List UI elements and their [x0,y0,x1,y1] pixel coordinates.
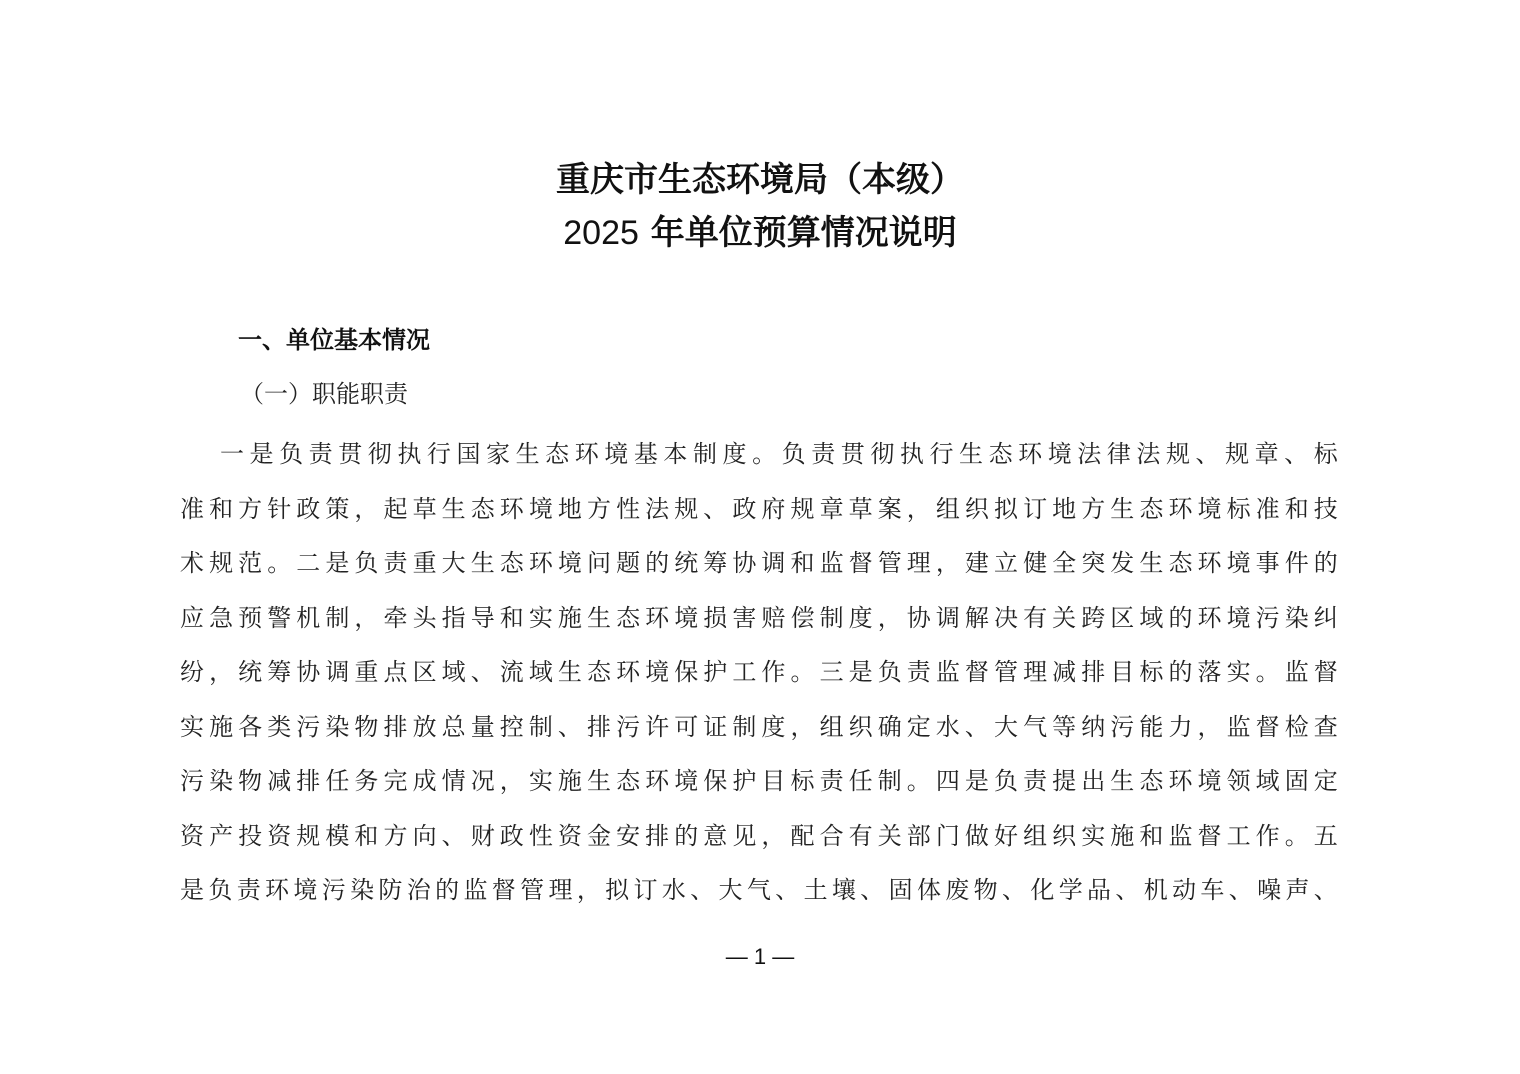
body-line: 准和方针政策，起草生态环境地方性法规、政府规章草案，组织拟订地方生态环境标准和技 [180,494,1340,523]
body-paragraph [180,427,1340,918]
subsection-heading-functions: （一）职能职责 [240,380,408,408]
body-line: 资产投资规模和方向、财政性资金安排的意见，配合有关部门做好组织实施和监督工作。五 [180,821,1340,850]
body-line: 污染物减排任务完成情况，实施生态环境保护目标责任制。四是负责提出生态环境领域固定 [180,767,1340,795]
body-line: 实施各类污染物排放总量控制、排污许可证制度，组织确定水、大气等纳污能力，监督检查 [180,712,1340,741]
body-line: 应急预警机制，牵头指导和实施生态环境损害赔偿制度，协调解决有关跨区域的环境污染纠 [180,603,1340,632]
title-year: 2025 [563,214,639,252]
document-title-line-1: 重庆市生态环境局（本级） [556,160,964,200]
body-line: 一是负责贯彻执行国家生态环境基本制度。负责贯彻执行生态环境法律法规、规章、标 [220,440,1340,468]
title-rest: 年单位预算情况说明 [638,213,957,253]
body-line: 术规范。二是负责重大生态环境问题的统筹协调和监督管理，建立健全突发生态环境事件的 [180,549,1340,577]
section-heading-basic-info: 一、单位基本情况 [238,326,430,354]
body-line: 纷，统筹协调重点区域、流域生态环境保护工作。三是负责监督管理减排目标的落实。监督 [180,658,1340,686]
body-line: 是负责环境污染防治的监督管理，拟订水、大气、土壤、固体废物、化学品、机动车、噪声、 [180,876,1340,904]
page-number: — 1 — [725,944,795,969]
document-title-line-2 [0,205,1520,254]
